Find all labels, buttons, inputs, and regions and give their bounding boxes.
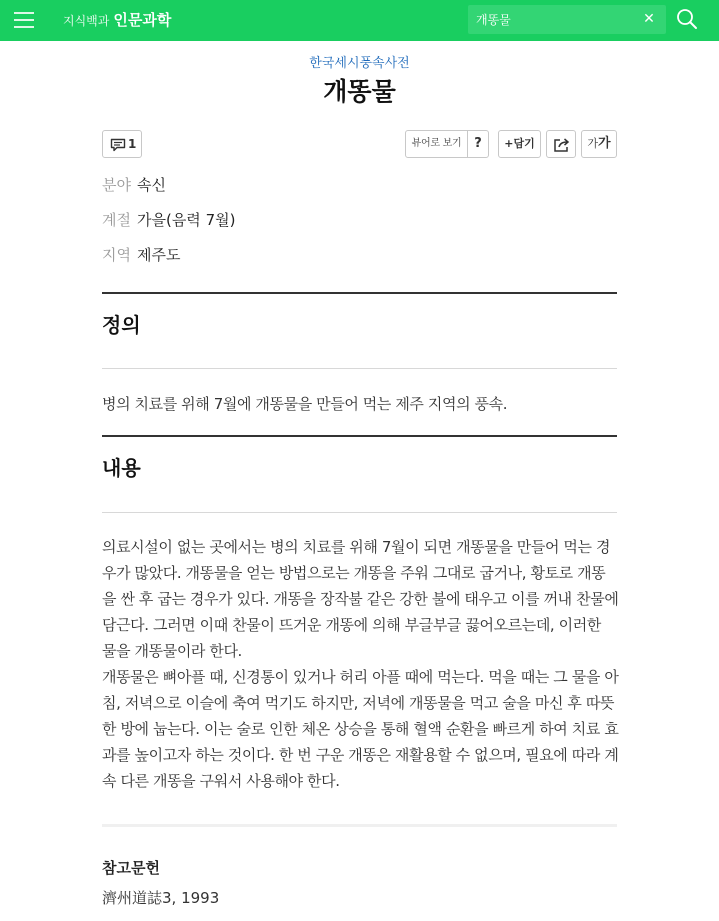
meta-value: 제주도 — [136, 246, 181, 264]
meta-key: 계절 — [102, 211, 131, 229]
viewer-button[interactable]: 뷰어로 보기 — [405, 130, 468, 158]
references-title: 참고문헌 — [102, 859, 160, 877]
section-divider — [102, 512, 617, 513]
dictionary-link[interactable]: 한국세시풍속사전 — [309, 56, 410, 71]
meta-key: 분야 — [102, 176, 131, 194]
meta-value: 가을(음력 7월) — [136, 211, 236, 229]
meta-row-field — [102, 174, 166, 195]
reference-item: 濟州道誌3, 1993 — [102, 889, 220, 907]
comment-button[interactable] — [102, 130, 142, 158]
comment-count: 1 — [128, 137, 137, 151]
share-icon — [553, 137, 571, 153]
meta-value: 속신 — [136, 176, 166, 194]
close-icon[interactable]: ✕ — [643, 11, 655, 27]
help-button[interactable]: ? — [467, 130, 489, 158]
content-paragraph: 의료시설이 없는 곳에서는 병의 치료를 위해 7월이 되면 개똥물을 만들어 먹는 경우가 많았다. 개똥물을 얻는 방법으로는 개똥을 주워 그대로 굽거나, 황토로 개똥을 싼 후 굽는 경우가 있다. 개똥을 장작불 같은 강한 불에 태우고 이를 꺼내 찬물에 담근다. 그러면 이때 찬물이 뜨거운 개똥에 의해 부글부글 끓어오르는데, 이러한 물을 개똥물이라 한다. — [102, 538, 619, 660]
font-size-button[interactable] — [581, 130, 617, 158]
section-divider — [102, 435, 617, 437]
content-paragraph: 개똥물은 뼈아플 때, 신경통이 있거나 허리 아플 때에 먹는다. 먹을 때는 그 물을 아침, 저녁으로 이슬에 축여 먹기도 하지만, 저녁에 개똥물을 먹고 술을 마신 후 따뜻한 방에 눕는다. 이는 술로 인한 체온 상승을 통해 혈액 순환을 빠르게 하여 치료 효과를 높이고자 하는 것이다. 한 번 구운 개똥은 재활용할 수 없으며, 필요에 따라 계속 다른 개똥을 구워서 사용해야 한다. — [102, 668, 619, 790]
save-button[interactable]: +담기 — [498, 130, 541, 158]
menu-icon[interactable] — [14, 12, 34, 28]
section-divider — [102, 368, 617, 369]
definition-text: 병의 치료를 위해 7월에 개똥물을 만들어 먹는 제주 지역의 풍속. — [102, 395, 508, 413]
font-small-label: 가 — [587, 137, 599, 150]
meta-key: 지역 — [102, 246, 131, 264]
font-large-label: 가 — [598, 136, 611, 151]
section-divider — [102, 824, 617, 827]
page-title: 개똥물 — [323, 77, 396, 106]
section-divider — [102, 292, 617, 294]
meta-row-season — [102, 209, 235, 230]
search-box — [468, 5, 666, 34]
brand[interactable] — [63, 9, 171, 30]
section-title-content: 내용 — [102, 456, 141, 480]
search-input[interactable] — [468, 5, 628, 34]
share-button[interactable] — [546, 130, 576, 158]
search-icon[interactable] — [676, 8, 698, 30]
brand-main: 인문과학 — [113, 11, 172, 29]
brand-sub: 지식백과 — [63, 14, 110, 28]
top-bar — [0, 0, 719, 41]
section-title-definition: 정의 — [102, 313, 141, 337]
meta-row-region — [102, 244, 180, 265]
comment-icon — [110, 138, 126, 152]
